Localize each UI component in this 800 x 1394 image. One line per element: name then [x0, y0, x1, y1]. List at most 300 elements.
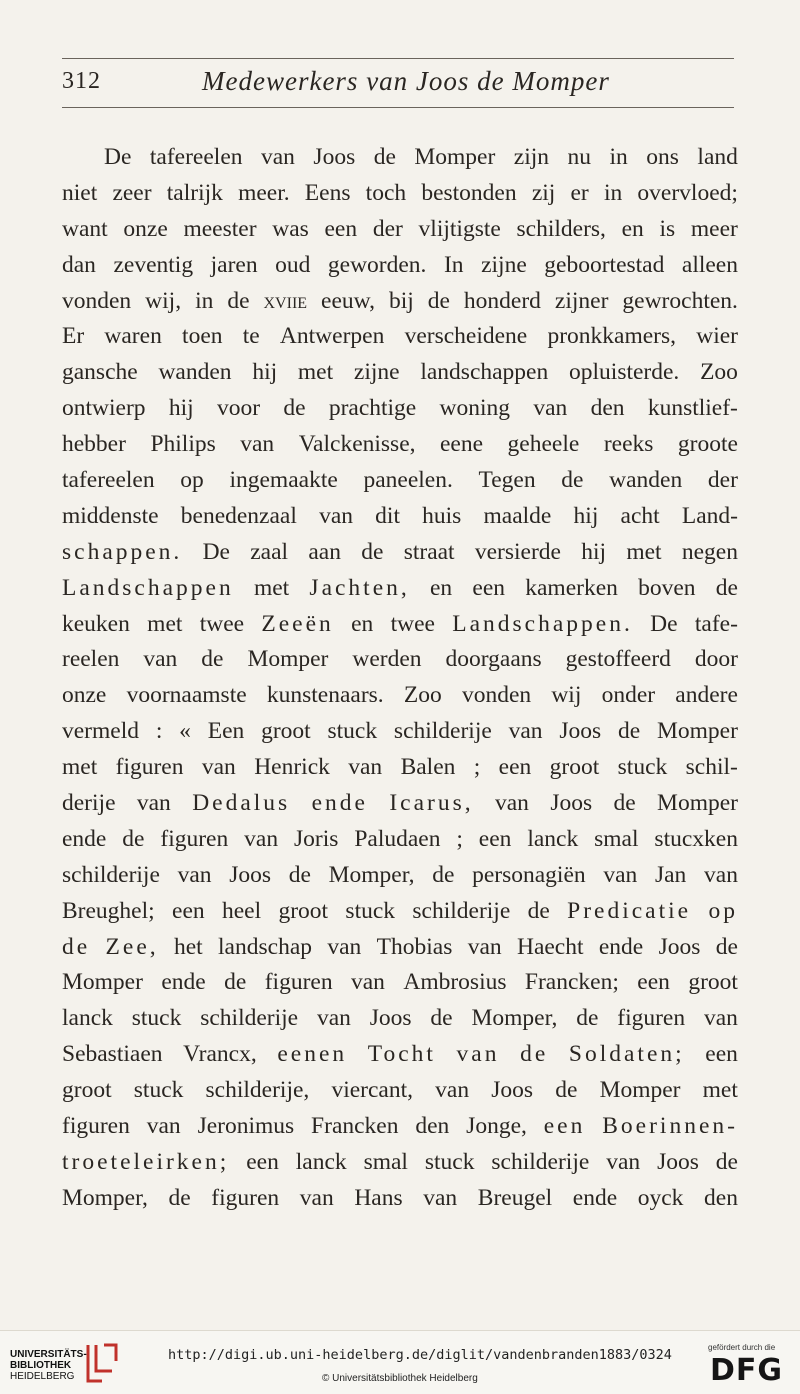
- word: van: [244, 825, 279, 852]
- word: «: [179, 718, 191, 745]
- word: Icarus,: [389, 790, 474, 817]
- text-line: [62, 965, 738, 1001]
- word: Francken: [311, 1113, 399, 1140]
- word: kunstenaars.: [266, 682, 384, 709]
- text-line: [62, 499, 738, 535]
- word: van: [704, 861, 738, 888]
- word: in: [195, 287, 214, 314]
- word: van: [703, 1005, 738, 1032]
- word: Sebastiaen: [62, 1041, 163, 1068]
- word: Joos: [550, 790, 593, 817]
- word: Joos: [313, 144, 356, 170]
- word: kunstlief-: [647, 395, 738, 422]
- word: paneelen.: [363, 467, 453, 494]
- word: Momper: [656, 718, 738, 745]
- word: van: [603, 861, 638, 888]
- word: zijner: [554, 287, 609, 314]
- word: een: [543, 1113, 586, 1140]
- text-line: [62, 248, 738, 284]
- text-line: [62, 714, 738, 750]
- word: acht: [620, 502, 660, 529]
- word: voor: [216, 395, 261, 422]
- word: Tocht: [367, 1041, 436, 1068]
- word: negen: [681, 538, 738, 565]
- word: stuck: [345, 897, 396, 924]
- word: de: [427, 287, 450, 314]
- word: Land-: [681, 502, 738, 529]
- word: stuck: [424, 1148, 475, 1175]
- word: Boerinnen-: [602, 1113, 738, 1140]
- word: den: [415, 1113, 450, 1140]
- word: Thobias: [376, 933, 453, 960]
- word: zaal: [250, 538, 289, 565]
- word: lanck: [527, 825, 579, 852]
- word: De: [202, 538, 230, 565]
- word: Zoo: [403, 682, 442, 709]
- word: vonden: [461, 682, 532, 709]
- word: straat: [403, 538, 455, 565]
- word: ende: [161, 969, 206, 996]
- word: van: [146, 1113, 181, 1140]
- word: Hans: [354, 1184, 403, 1211]
- word: landschap: [218, 933, 312, 960]
- word: verscheidene: [404, 323, 528, 350]
- word: tafe-: [694, 610, 738, 637]
- word: de: [373, 144, 396, 170]
- word: Momper: [247, 646, 329, 673]
- word: stucxken: [654, 825, 738, 852]
- word: :: [155, 718, 163, 745]
- word: zij: [531, 179, 556, 206]
- library-logo-line: HEIDELBERG: [10, 1371, 75, 1382]
- word: versierde: [474, 538, 561, 565]
- word: zijne: [481, 251, 527, 278]
- word: pronkkamers,: [547, 323, 676, 350]
- word: de: [283, 395, 306, 422]
- word: figuren: [264, 969, 333, 996]
- word: schilderije: [491, 1148, 590, 1175]
- text-line: [62, 678, 738, 714]
- word: er: [570, 179, 589, 206]
- word: een: [498, 754, 532, 781]
- word: figuren: [617, 1005, 686, 1032]
- text-line: [62, 427, 738, 463]
- word: Soldaten;: [568, 1041, 685, 1068]
- word: een: [705, 1041, 738, 1068]
- word: ende: [311, 790, 368, 817]
- word: zeer: [112, 179, 152, 206]
- word: de: [432, 861, 455, 888]
- word: van: [319, 502, 353, 529]
- text-line: [62, 1145, 738, 1181]
- text-line: [62, 1109, 738, 1145]
- word: figuren: [160, 825, 229, 852]
- word: een: [472, 574, 506, 601]
- word: van: [316, 1005, 351, 1032]
- text-line: [62, 750, 738, 786]
- word: de: [715, 574, 738, 601]
- word: huis: [422, 502, 462, 529]
- word: ons: [646, 144, 679, 170]
- word: hebber: [62, 431, 126, 458]
- word: want: [62, 215, 108, 242]
- word: Joris: [294, 825, 339, 852]
- word: xviie: [263, 287, 308, 314]
- word: opluisterde.: [569, 359, 680, 386]
- word: schilders,: [516, 215, 606, 242]
- word: boven: [638, 574, 696, 601]
- word: met: [147, 610, 183, 637]
- word: bestonden: [421, 179, 517, 206]
- word: de: [561, 467, 584, 494]
- word: stuck: [617, 754, 668, 781]
- word: toch: [365, 179, 407, 206]
- word: met: [626, 538, 662, 565]
- word: hij: [573, 502, 599, 529]
- word: vlijtigste: [418, 215, 501, 242]
- word: van: [327, 933, 362, 960]
- word: hij: [252, 359, 278, 386]
- word: schil-: [685, 754, 738, 781]
- word: de: [613, 790, 636, 817]
- word: Dedalus: [192, 790, 291, 817]
- word: onder: [601, 682, 656, 709]
- word: gewrochten.: [622, 287, 738, 314]
- word: nu: [567, 144, 592, 170]
- word: tafereelen: [149, 144, 243, 170]
- word: keuken: [62, 610, 130, 637]
- word: landschappen: [420, 359, 549, 386]
- word: der: [707, 467, 738, 494]
- word: geworden.: [327, 251, 427, 278]
- word: den: [704, 1184, 738, 1211]
- word: Balen: [400, 754, 456, 781]
- word: groot: [278, 897, 329, 924]
- word: gestoffeerd: [565, 646, 671, 673]
- word: groot: [62, 1077, 112, 1104]
- word: vermeld: [62, 718, 139, 745]
- library-mark-icon: [82, 1341, 122, 1385]
- word: ende: [572, 1184, 618, 1211]
- word: Jan: [654, 861, 687, 888]
- word: met: [62, 754, 98, 781]
- word: van: [177, 861, 212, 888]
- word: prachtige: [328, 395, 417, 422]
- word: de: [527, 897, 550, 924]
- word: Joos: [657, 1148, 699, 1175]
- word: reelen: [62, 646, 120, 673]
- library-logo-line: UNIVERSITÄTS-: [10, 1349, 87, 1360]
- word: wanden: [609, 467, 683, 494]
- word: viercant,: [331, 1077, 414, 1104]
- word: middenste: [62, 502, 159, 529]
- word: Joos: [658, 933, 701, 960]
- word: van: [533, 395, 568, 422]
- word: dit: [375, 502, 400, 529]
- word: ende: [62, 825, 107, 852]
- word: op: [708, 897, 738, 924]
- word: heel: [221, 897, 262, 924]
- header-rule-bottom: [62, 107, 734, 108]
- word: van: [351, 969, 385, 996]
- word: Zee,: [105, 933, 159, 960]
- word: van: [240, 431, 275, 458]
- word: figuren: [62, 1113, 130, 1140]
- text-line: [62, 1037, 738, 1073]
- word: van: [606, 1148, 641, 1175]
- word: van: [456, 1041, 500, 1068]
- word: wier: [696, 323, 738, 350]
- word: van: [201, 754, 236, 781]
- text-line: [62, 391, 738, 427]
- word: met: [297, 359, 334, 386]
- word: Eens: [304, 179, 351, 206]
- text-line: [62, 535, 738, 571]
- text-line: [62, 176, 738, 212]
- word: en: [429, 574, 453, 601]
- word: De: [104, 144, 132, 170]
- word: zijne: [353, 359, 400, 386]
- word: Momper,: [328, 861, 415, 888]
- word: groot: [688, 969, 738, 996]
- word: woning: [439, 395, 511, 422]
- word: lanck: [295, 1148, 347, 1175]
- word: Joos: [559, 718, 602, 745]
- word: onze: [123, 215, 168, 242]
- word: zeventig: [113, 251, 194, 278]
- page-number: 312: [62, 68, 101, 94]
- word: Ambrosius: [403, 969, 507, 996]
- running-title: Medewerkers van Joos de Momper: [202, 66, 610, 96]
- word: Momper,: [471, 1005, 558, 1032]
- word: smal: [363, 1148, 408, 1175]
- word: de: [224, 969, 247, 996]
- word: van: [299, 1184, 334, 1211]
- word: gansche: [62, 359, 138, 386]
- text-line: [62, 930, 738, 966]
- word: de: [122, 825, 145, 852]
- word: van: [143, 646, 178, 673]
- word: Haecht: [516, 933, 584, 960]
- word: wij,: [145, 287, 182, 314]
- body-text: [62, 140, 738, 1217]
- word: met: [253, 574, 290, 601]
- word: in: [603, 179, 623, 206]
- word: stuck: [131, 1005, 182, 1032]
- word: andere: [675, 682, 738, 709]
- text-line: [62, 355, 738, 391]
- word: de: [288, 861, 311, 888]
- word: de: [201, 646, 224, 673]
- text-line: [62, 1001, 738, 1037]
- word: maalde: [483, 502, 552, 529]
- library-logo-line: BIBLIOTHEK: [10, 1360, 72, 1371]
- word: van: [423, 1184, 458, 1211]
- word: een: [246, 1148, 279, 1175]
- word: Breugel: [477, 1184, 553, 1211]
- word: door: [694, 646, 738, 673]
- word: van: [508, 718, 543, 745]
- word: het: [173, 933, 203, 960]
- word: meester: [183, 215, 257, 242]
- word: Vrancx,: [183, 1041, 257, 1068]
- word: van: [467, 933, 502, 960]
- word: schilderije,: [205, 1077, 310, 1104]
- word: Landschappen.: [452, 610, 633, 637]
- word: de: [715, 933, 738, 960]
- word: Jachten,: [309, 574, 410, 601]
- text-line: [62, 858, 738, 894]
- word: personagiën: [472, 861, 586, 888]
- word: toen: [182, 323, 223, 350]
- word: Jonge,: [466, 1113, 527, 1140]
- word: onze: [62, 682, 107, 709]
- word: op: [180, 467, 204, 494]
- word: van: [348, 754, 383, 781]
- word: alleen: [681, 251, 738, 278]
- text-line: [62, 140, 738, 176]
- word: geboortestad: [544, 251, 665, 278]
- word: werden: [352, 646, 422, 673]
- word: Momper: [62, 969, 143, 996]
- text-line: [62, 463, 738, 499]
- word: is: [659, 215, 676, 242]
- word: Er: [62, 323, 85, 350]
- word: de: [168, 1184, 191, 1211]
- word: vonden: [62, 287, 132, 314]
- word: wij: [551, 682, 582, 709]
- word: Predicatie: [567, 897, 692, 924]
- word: de: [520, 1041, 549, 1068]
- word: De: [650, 610, 678, 637]
- word: ;: [473, 754, 481, 781]
- word: de: [617, 718, 641, 745]
- word: den: [590, 395, 625, 422]
- word: benedenzaal: [180, 502, 297, 529]
- library-logo: [10, 1349, 87, 1382]
- text-line: [62, 1181, 738, 1217]
- footer: [0, 1330, 800, 1394]
- word: een: [637, 969, 670, 996]
- word: schilderije: [412, 897, 511, 924]
- word: schappen.: [62, 538, 183, 565]
- word: figuren: [211, 1184, 280, 1211]
- word: Joos: [369, 1005, 412, 1032]
- word: en: [621, 215, 644, 242]
- word: Joos: [229, 861, 272, 888]
- word: van: [495, 790, 529, 817]
- word: de: [555, 1077, 578, 1104]
- word: hij: [168, 395, 194, 422]
- source-url-link[interactable]: http://digi.ub.uni-heidelberg.de/diglit/vandenbranden1883/0324: [168, 1347, 672, 1363]
- word: talrijk: [166, 179, 223, 206]
- word: Joos: [491, 1077, 534, 1104]
- word: overvloed;: [637, 179, 738, 206]
- word: was: [272, 215, 309, 242]
- word: schilderije: [62, 861, 160, 888]
- funding-note: gefördert durch die: [708, 1343, 776, 1352]
- word: niet: [62, 179, 98, 206]
- word: figuren: [115, 754, 184, 781]
- word: twee: [199, 610, 245, 637]
- word: jaren: [210, 251, 258, 278]
- word: en: [351, 610, 374, 637]
- word: Henrick: [254, 754, 330, 781]
- word: eene: [440, 431, 484, 458]
- word: van: [435, 1077, 470, 1104]
- word: de: [576, 1005, 599, 1032]
- word: smal: [594, 825, 639, 852]
- word: de: [227, 287, 250, 314]
- dfg-logo: DFG: [710, 1353, 784, 1388]
- text-line: [62, 894, 738, 930]
- word: wanden: [158, 359, 232, 386]
- word: van: [136, 790, 171, 817]
- word: te: [242, 323, 260, 350]
- text-line: [62, 1073, 738, 1109]
- word: bij: [388, 287, 414, 314]
- word: ;: [456, 825, 463, 852]
- word: dan: [62, 251, 96, 278]
- word: de: [430, 1005, 453, 1032]
- word: tafereelen: [62, 467, 155, 494]
- word: ontwierp: [62, 395, 146, 422]
- word: Tegen: [478, 467, 536, 494]
- word: reeks: [603, 431, 654, 458]
- copyright-notice: © Universitätsbibliothek Heidelberg: [322, 1373, 478, 1384]
- word: doorgaans: [445, 646, 542, 673]
- word: Momper: [414, 144, 496, 170]
- word: der: [372, 215, 403, 242]
- word: groote: [677, 431, 738, 458]
- text-line: [62, 607, 738, 643]
- text-line: [62, 212, 738, 248]
- word: ingemaakte: [229, 467, 338, 494]
- word: In: [443, 251, 464, 278]
- word: Jeronimus: [197, 1113, 295, 1140]
- word: Philips: [150, 431, 216, 458]
- word: groot: [261, 718, 311, 745]
- word: zijn: [513, 144, 550, 170]
- word: schilderije: [200, 1005, 299, 1032]
- word: stuck: [133, 1077, 184, 1104]
- header-rule-top: [62, 58, 734, 59]
- word: Paludaen: [354, 825, 441, 852]
- page-header: [62, 64, 734, 100]
- word: Momper: [599, 1077, 681, 1104]
- word: eenen: [277, 1041, 348, 1068]
- text-line: [62, 284, 738, 320]
- word: Valckenisse,: [298, 431, 416, 458]
- word: honderd: [463, 287, 541, 314]
- word: Zoo: [700, 359, 738, 386]
- word: de: [715, 1148, 738, 1175]
- word: een: [324, 215, 358, 242]
- word: Momper: [657, 790, 738, 817]
- word: eeuw,: [321, 287, 375, 314]
- word: voornaamste: [126, 682, 247, 709]
- word: groot: [549, 754, 600, 781]
- text-line: [62, 786, 738, 822]
- word: derije: [62, 790, 116, 817]
- word: in: [609, 144, 628, 170]
- word: een: [172, 897, 205, 924]
- word: de: [361, 538, 384, 565]
- word: een: [478, 825, 512, 852]
- word: kamerken: [525, 574, 618, 601]
- word: van: [261, 144, 295, 170]
- word: oyck: [637, 1184, 684, 1211]
